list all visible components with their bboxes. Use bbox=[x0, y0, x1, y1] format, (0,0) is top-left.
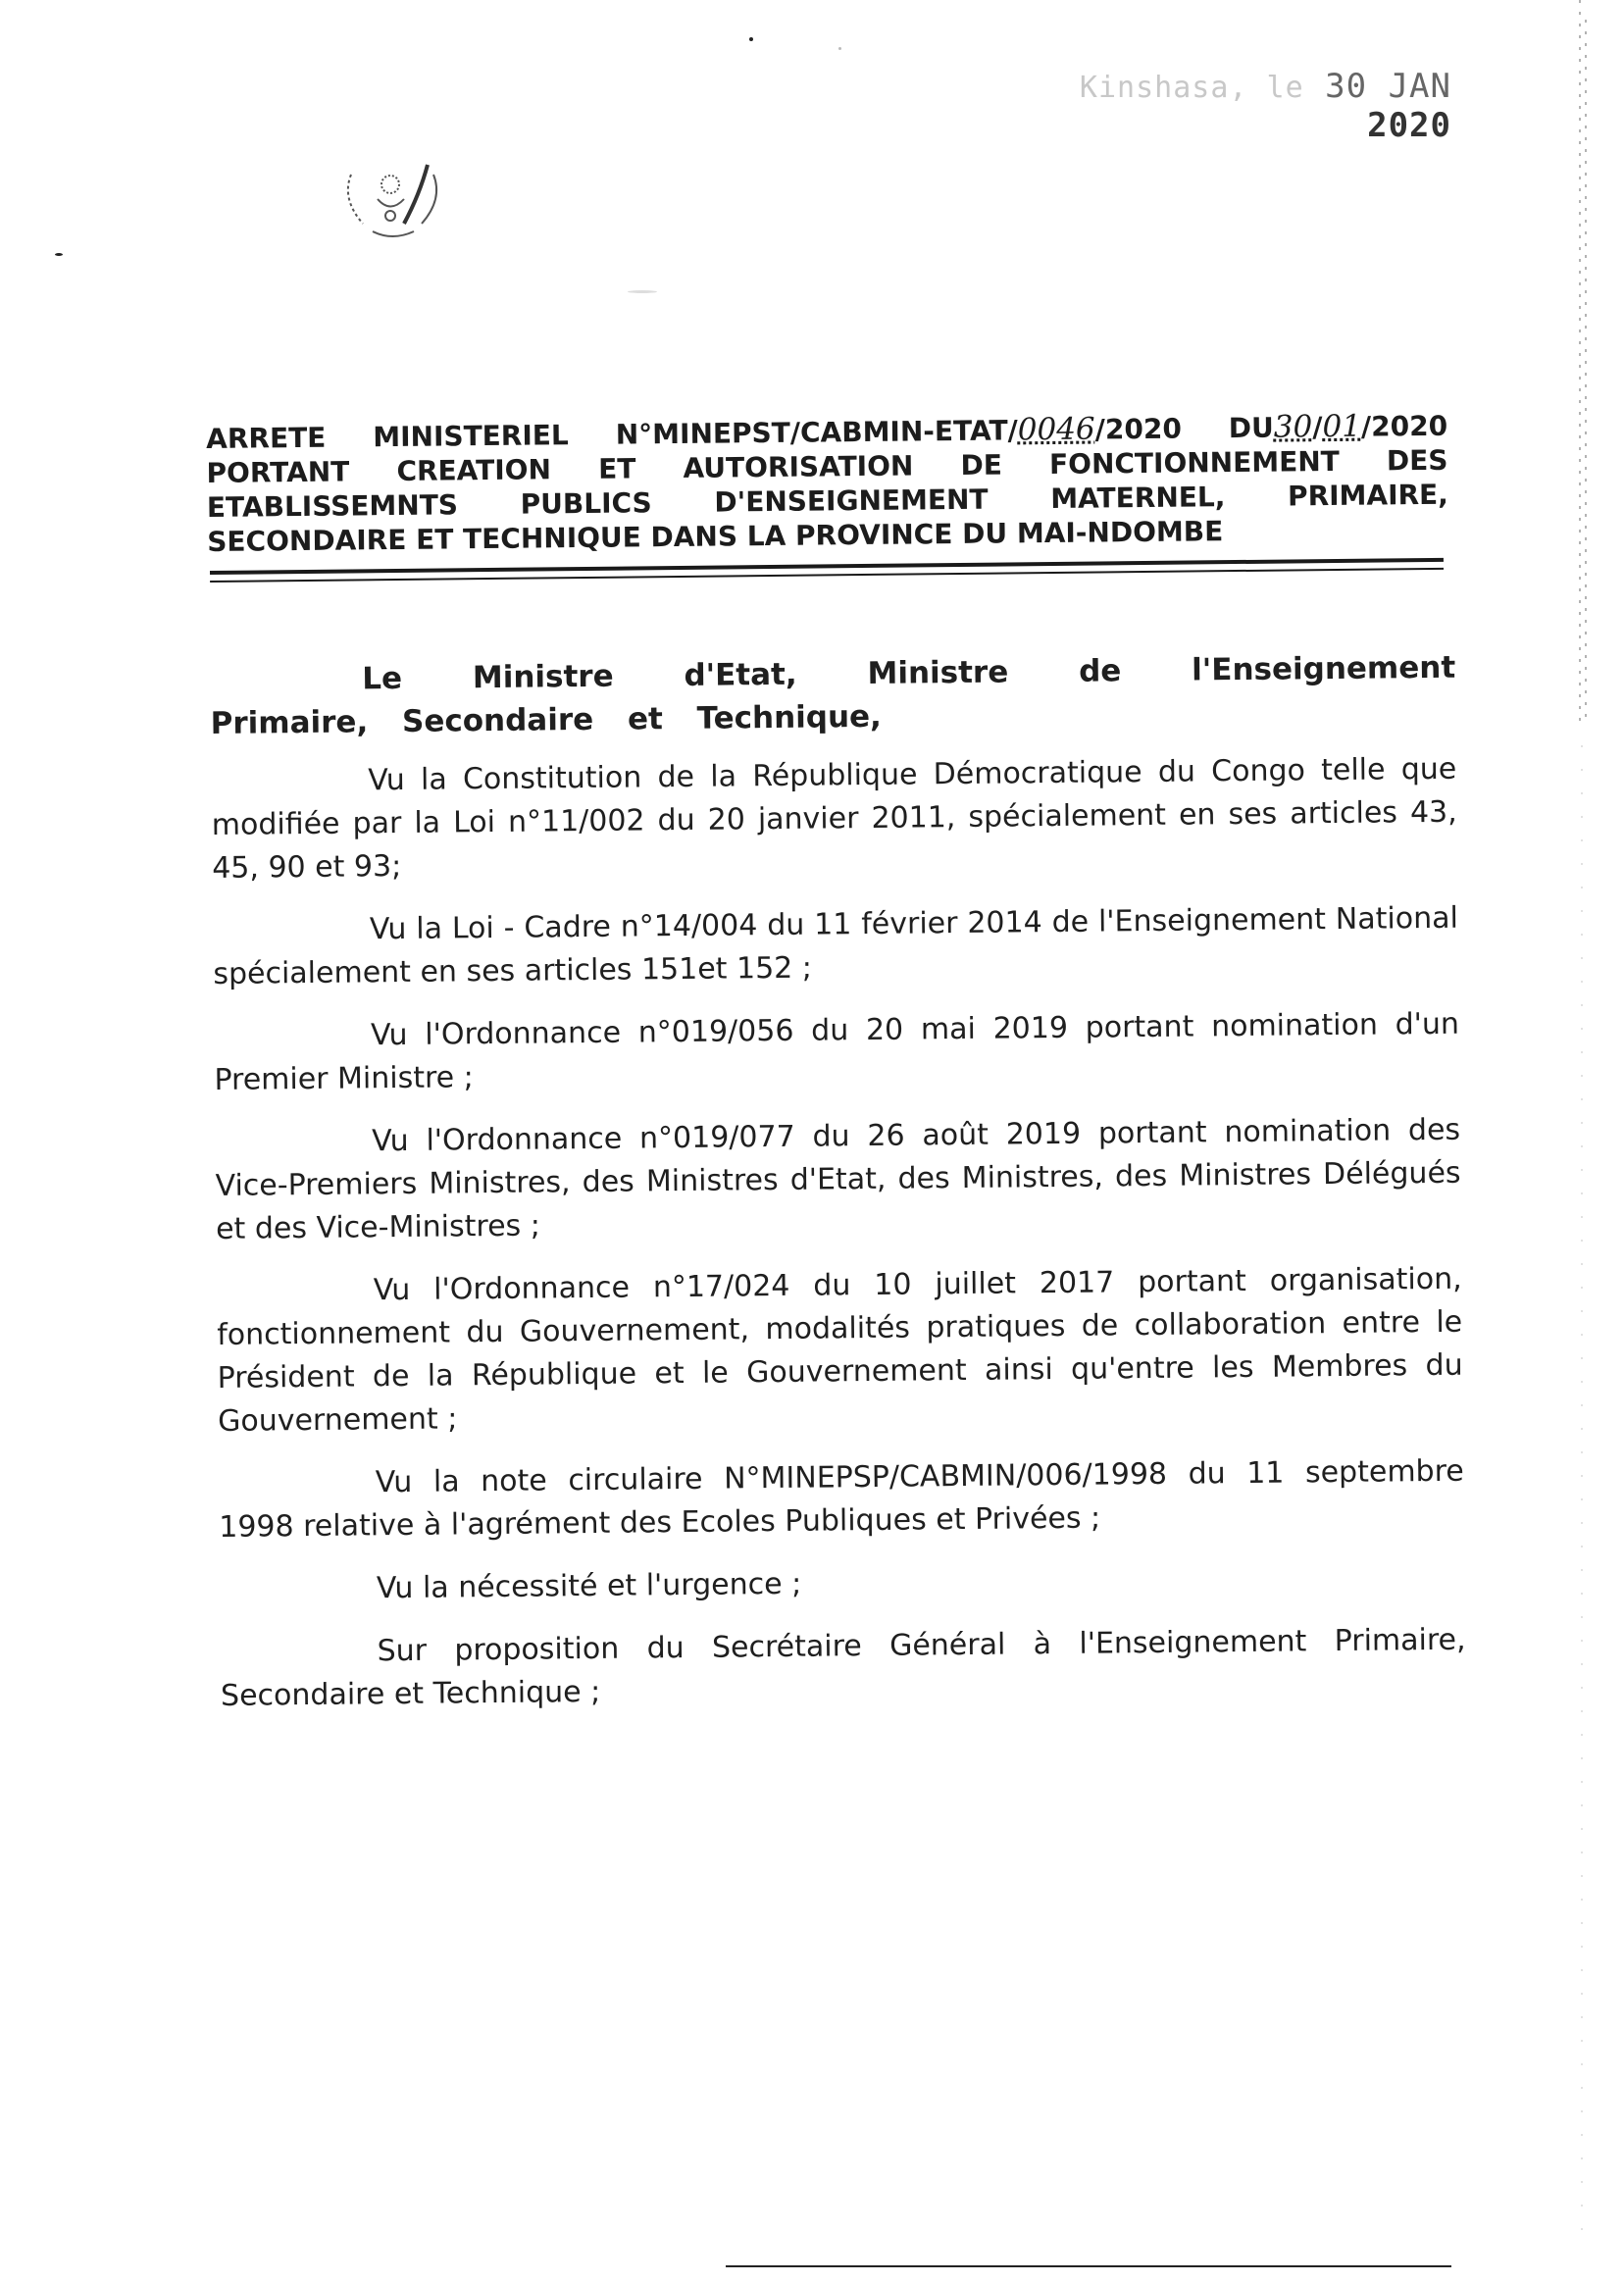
handwritten-number: 0046 bbox=[1017, 411, 1095, 448]
considerant-paragraph: Vu la nécessité et l'urgence ; bbox=[376, 1566, 802, 1606]
title-line-2: PORTANT CREATION ET AUTORISATION DE FONCTIONNEMENT DES bbox=[206, 443, 1448, 489]
stamp-month: JAN bbox=[1388, 67, 1451, 106]
title-underline bbox=[210, 558, 1444, 583]
considerant-paragraph: Vu l'Ordonnance n°17/024 du 10 juillet 2017 portant organisation, fonctionnement du Gouvernement, modalités pratiques de collaboration entre le Président de la République et le Gouvernement ainsi qu'entre les Membres du Gouvernement ; bbox=[217, 1261, 1463, 1439]
scan-speck bbox=[749, 37, 753, 41]
stamp-year: 2020 bbox=[1367, 106, 1451, 145]
minister-heading: Le Ministre d'Etat, Ministre de l'Enseignement Primaire, Secondaire et Technique, bbox=[210, 649, 1456, 741]
decree-title bbox=[206, 409, 1448, 559]
scan-speck bbox=[55, 253, 63, 256]
title-prefix: ARRETE MINISTERIEL N°MINEPST/CABMIN-ETAT/ bbox=[206, 414, 1018, 455]
considerant-paragraph: Vu l'Ordonnance n°019/077 du 26 août 2019 portant nomination des Vice-Premiers Ministres, des Ministres d'Etat, des Ministres, des Ministres Délégués et des Vice-Ministres ; bbox=[215, 1112, 1461, 1246]
coat-of-arms-icon bbox=[333, 155, 451, 243]
title-sep: / bbox=[1312, 411, 1323, 444]
considerant-paragraph: Vu la Constitution de la République Démocratique du Congo telle que modifiée par la Loi n°11/002 du 20 janvier 2011, spécialement en ses articles 43, 45, 90 et 93; bbox=[211, 751, 1457, 886]
title-mid: /2020 DU bbox=[1094, 411, 1274, 446]
title-line-3: ETABLISSEMNTS PUBLICS D'ENSEIGNEMENT MATERNEL, PRIMAIRE, bbox=[206, 478, 1449, 524]
scan-speck bbox=[838, 47, 841, 50]
decree-body bbox=[210, 646, 1466, 1738]
scan-speck bbox=[628, 290, 657, 293]
title-line-4: SECONDAIRE ET TECHNIQUE DANS LA PROVINCE DU MAI-NDOMBE bbox=[207, 515, 1224, 558]
title-suffix: /2020 bbox=[1360, 409, 1448, 443]
bottom-rule bbox=[726, 2265, 1451, 2267]
considerant-paragraph: Vu la note circulaire N°MINEPSP/CABMIN/006/1998 du 11 septembre 1998 relative à l'agrément des Ecoles Publiques et Privées ; bbox=[219, 1453, 1464, 1545]
stamp-day: 30 bbox=[1325, 67, 1368, 106]
considerant-paragraph: Vu l'Ordonnance n°019/056 du 20 mai 2019 portant nomination d'un Premier Ministre ; bbox=[214, 1006, 1460, 1097]
handwritten-month: 01 bbox=[1322, 408, 1362, 445]
handwritten-day: 30 bbox=[1273, 409, 1313, 445]
considerant-paragraph: Sur proposition du Secrétaire Général à l'Enseignement Primaire, Secondaire et Technique ; bbox=[220, 1622, 1466, 1713]
stamp-place: Kinshasa, le bbox=[1079, 71, 1304, 105]
date-stamp bbox=[1020, 67, 1451, 145]
scan-edge-noise bbox=[1577, 0, 1591, 2283]
considerant-paragraph: Vu la Loi - Cadre n°14/004 du 11 février 2014 de l'Enseignement National spécialement en ses articles 151et 152 ; bbox=[213, 900, 1459, 991]
